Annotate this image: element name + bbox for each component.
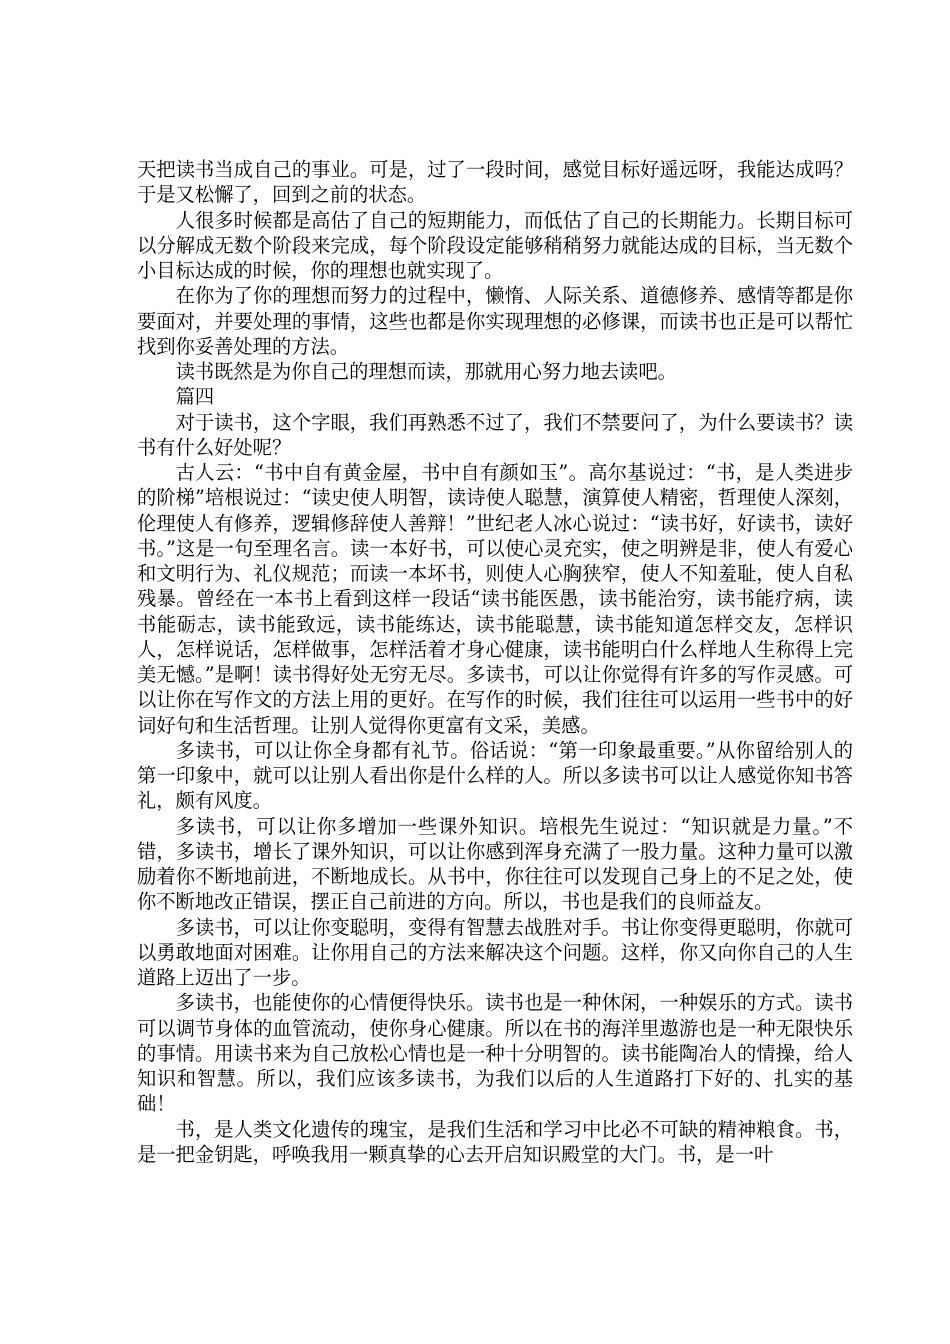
paragraph: 多读书，也能使你的心情便得快乐。读书也是一种休闲，一种娱乐的方式。读书可以调节身体的血管流动，使你身心健康。所以在书的海洋里遨游也是一种无限快乐的事情。用读书来为自己放松心情也是一种十分明智的。读书能陶冶人的情操，给人知识和智慧。所以，我们应该多读书，为我们以后的人生道路打下好的、扎实的基础！ bbox=[137, 991, 853, 1116]
paragraph: 对于读书，这个字眼，我们再熟悉不过了，我们不禁要问了，为什么要读书？读书有什么好处呢？ bbox=[137, 410, 853, 459]
paragraph: 人很多时候都是高估了自己的短期能力，而低估了自己的长期能力。长期目标可以分解成无数个阶段来完成，每个阶段设定能够稍稍努力就能达成的目标，当无数个小目标达成的时候，你的理想也就实现了。 bbox=[137, 208, 853, 282]
paragraph: 读书既然是为你自己的理想而读，那就用心努力地去读吧。 bbox=[175, 360, 677, 383]
paragraph: 在你为了你的理想而努力的过程中，懒惰、人际关系、道德修养、感情等都是你要面对，并要处理的事情，这些也都是你实现理想的必修课，而读书也正是可以帮忙找到你妥善处理的方法。 bbox=[137, 284, 853, 358]
document-body bbox=[137, 157, 853, 1167]
paragraph: 多读书，可以让你变聪明，变得有智慧去战胜对手。书让你变得更聪明，你就可以勇敢地面对困难。让你用自己的方法来解决这个问题。这样，你又向你自己的人生道路上迈出了一步。 bbox=[137, 915, 853, 989]
paragraph: 天把读书当成自己的事业。可是，过了一段时间，感觉目标好遥远呀，我能达成吗？于是又松懈了，回到之前的状态。 bbox=[137, 158, 853, 207]
paragraph: 书，是人类文化遗传的瑰宝，是我们生活和学习中比必不可缺的精神粮食。书，是一把金钥匙，呼唤我用一颗真挚的心去开启知识殿堂的大门。书，是一叶 bbox=[137, 1117, 853, 1166]
paragraph: 多读书，可以让你全身都有礼节。俗话说：“第一印象最重要。”从你留给别人的第一印象中，就可以让别人看出你是什么样的人。所以多读书可以让人感觉你知书答礼，颇有风度。 bbox=[137, 738, 853, 813]
paragraph: 多读书，可以让你多增加一些课外知识。培根先生说过：“知识就是力量。”不错，多读书，增长了课外知识，可以让你感到浑身充满了一股力量。这种力量可以激励着你不断地前进，不断地成长。从书中，你往往可以发现自己身上的不足之处，使你不断地改正错误，摆正自己前进的方向。所以，书也是我们的良师益友。 bbox=[137, 814, 853, 914]
paragraph: 古人云：“书中自有黄金屋，书中自有颜如玉”。高尔基说过：“书，是人类进步的阶梯”培根说过：“读史使人明智，读诗使人聪慧，演算使人精密，哲理使人深刻，伦理使人有修养，逻辑修辞使人善辩！”世纪老人冰心说过：“读书好，好读书，读好书。”这是一句至理名言。读一本好书，可以使心灵充实，使之明辨是非，使人有爱心和文明行为、礼仪规范；而读一本坏书，则使人心胸狭窄，使人不知羞耻，使人自私残暴。曾经在一本书上看到这样一段话“读书能医愚，读书能治穷，读书能疗病，读书能砺志，读书能致远，读书能练达，读书能聪慧，读书能知道怎样交友，怎样识人，怎样说话，怎样做事，怎样活着才身心健康，读书能明白什么样地人生称得上完美无憾。”是啊！读书得好处无穷无尽。多读书，可以让你觉得有许多的写作灵感。可以让你在写作文的方法上用的更好。在写作的时候，我们往往可以运用一些书中的好词好句和生活哲理。让别人觉得你更富有文采，美感。 bbox=[137, 461, 853, 737]
section-heading: 篇四 bbox=[175, 385, 215, 409]
